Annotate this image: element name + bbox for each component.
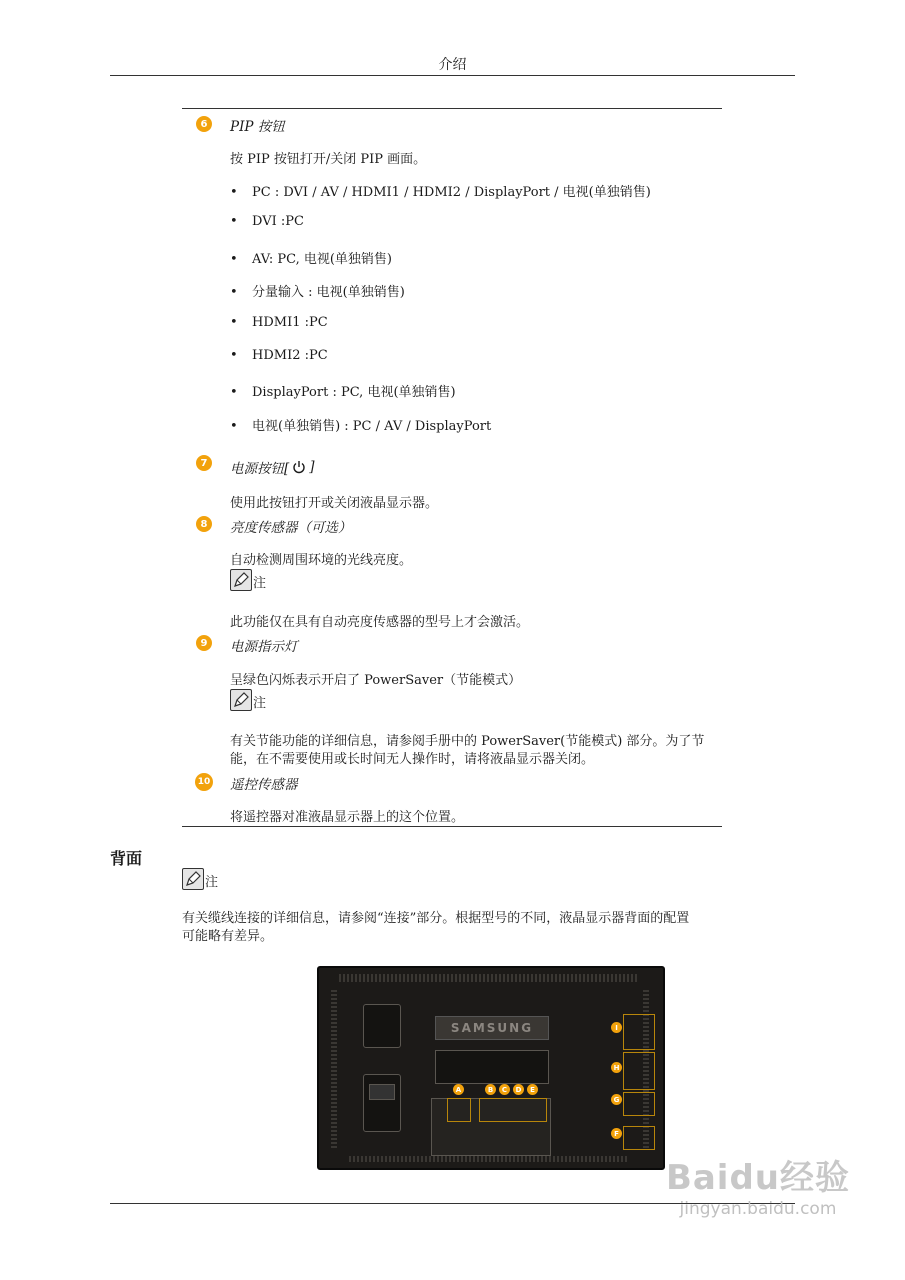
list-item: • 分量输入 : 电视(单独销售) <box>230 285 405 300</box>
page-header-title: 介绍 <box>438 57 467 73</box>
note-label: 注 <box>253 696 267 711</box>
watermark <box>666 1150 850 1219</box>
item-desc-power-indicator: 呈绿色闪烁表示开启了 PowerSaver（节能模式） <box>230 673 522 688</box>
section-paragraph-line: 有关缆线连接的详细信息，请参阅“连接”部分。根据型号的不同，液晶显示器背面的配置 <box>182 911 690 926</box>
item-desc-power: 使用此按钮打开或关闭液晶显示器。 <box>230 496 439 511</box>
watermark-url: jingyan.baidu.com <box>679 1199 837 1219</box>
box-bottom-rule <box>182 826 722 827</box>
callout-label: I <box>611 1022 622 1033</box>
list-item: • 电视(单独销售) : PC / AV / DisplayPort <box>230 419 492 434</box>
list-item: • DVI :PC <box>230 214 304 229</box>
item-number-badge: 10 <box>195 773 213 791</box>
note-text-line: 有关节能功能的详细信息，请参阅手册中的 PowerSaver(节能模式) 部分。为了节 <box>230 734 705 749</box>
list-item: • HDMI2 :PC <box>230 348 328 363</box>
note-text-line: 能，在不需要使用或长时间无人操作时，请将液晶显示器关闭。 <box>230 752 595 767</box>
list-item: • PC : DVI / AV / HDMI1 / HDMI2 / DisplayPort / 电视(单独销售) <box>230 185 651 200</box>
note-label: 注 <box>205 875 219 890</box>
item-desc-brightness: 自动检测周围环境的光线亮度。 <box>230 553 413 568</box>
list-item: • DisplayPort : PC, 电视(单独销售) <box>230 385 456 400</box>
item-number-badge: 9 <box>196 635 212 651</box>
section-title: 背面 <box>110 849 143 868</box>
section-paragraph-line: 可能略有差异。 <box>182 929 274 944</box>
item-desc-pip: 按 PIP 按钮打开/关闭 PIP 画面。 <box>230 152 427 167</box>
item-desc-remote-sensor: 将遥控器对准液晶显示器上的这个位置。 <box>230 810 465 825</box>
callout-label: C <box>499 1084 510 1095</box>
callout-label: B <box>485 1084 496 1095</box>
item-title-brightness-sensor: 亮度传感器（可选） <box>230 520 352 536</box>
item-number-badge: 6 <box>196 116 212 132</box>
list-item: • HDMI1 :PC <box>230 315 328 330</box>
callout-label: E <box>527 1084 538 1095</box>
callout-label: D <box>513 1084 524 1095</box>
monitor-rear-image <box>317 966 665 1170</box>
item-title-remote-sensor: 遥控传感器 <box>230 777 298 793</box>
item-number-badge: 8 <box>196 516 212 532</box>
note-pencil-icon <box>230 569 252 591</box>
callout-label: F <box>611 1128 622 1139</box>
samsung-logo: SAMSUNG <box>435 1016 549 1040</box>
callout-label: A <box>453 1084 464 1095</box>
callout-label: H <box>611 1062 622 1073</box>
item-number-badge: 7 <box>196 455 212 471</box>
note-block <box>230 569 266 591</box>
note-label: 注 <box>253 576 267 591</box>
note-block <box>182 868 218 890</box>
power-icon <box>292 460 306 474</box>
note-text-brightness: 此功能仅在具有自动亮度传感器的型号上才会激活。 <box>230 615 530 630</box>
box-top-rule <box>182 108 722 109</box>
header-rule <box>110 75 795 76</box>
callout-label: G <box>611 1094 622 1105</box>
item-title-power-button: 电源按钮[ ] <box>230 459 315 477</box>
note-pencil-icon <box>230 689 252 711</box>
list-item: • AV: PC, 电视(单独销售) <box>230 252 392 267</box>
note-pencil-icon <box>182 868 204 890</box>
item-title-pip-button: PIP 按钮 <box>230 119 285 135</box>
note-block <box>230 689 266 711</box>
item-title-power-indicator: 电源指示灯 <box>230 639 298 655</box>
watermark-brand: Baidu经验 <box>665 1158 850 1198</box>
